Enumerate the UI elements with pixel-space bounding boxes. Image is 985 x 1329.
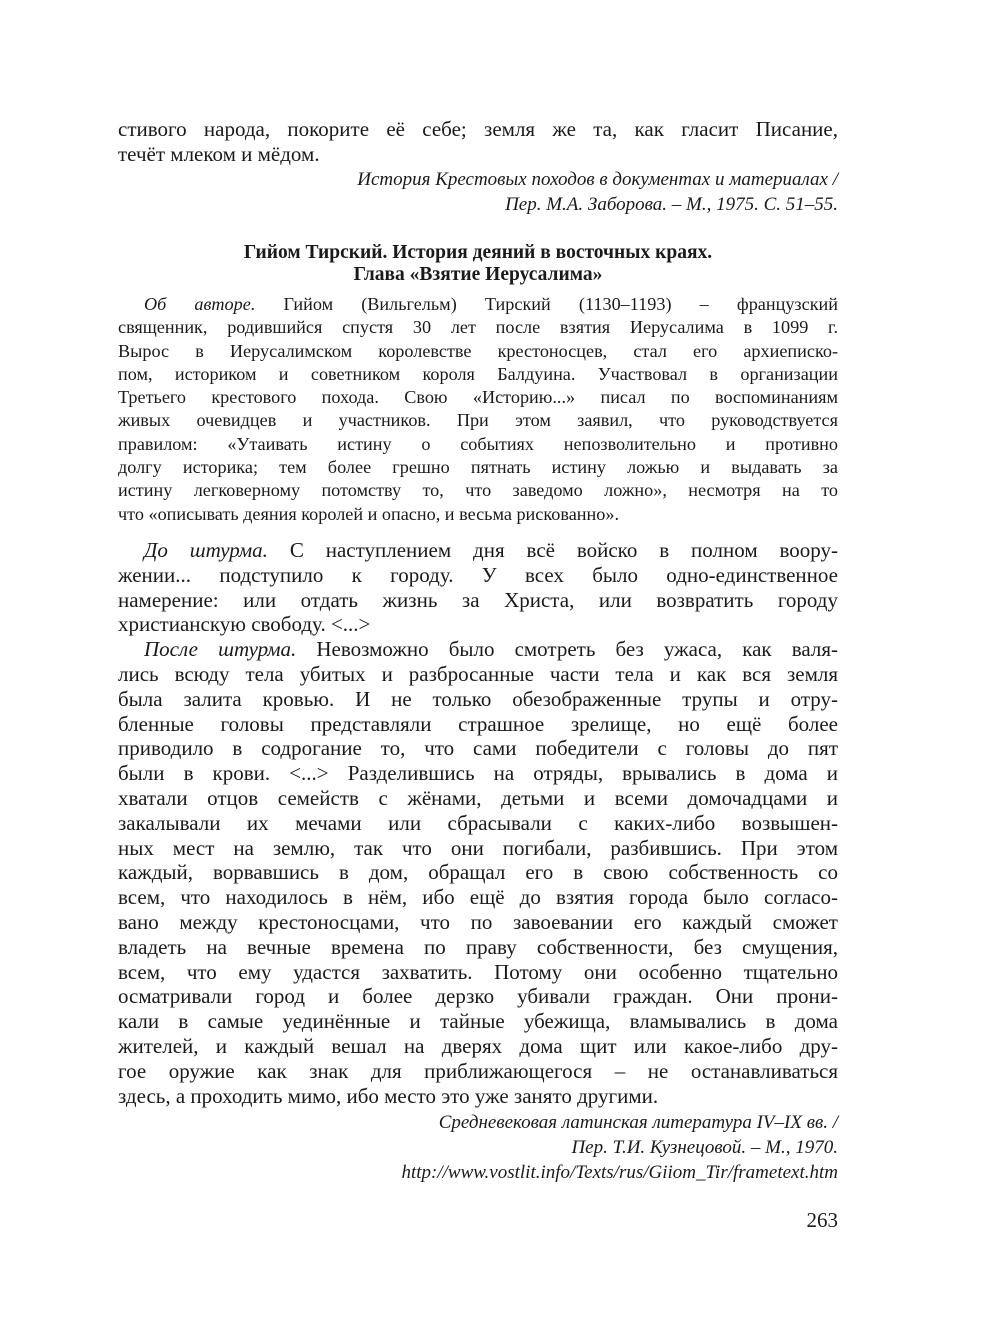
lead-in: После штурма. — [144, 637, 297, 662]
text-line: хватали отцов семейств с жёнами, детьми и всеми домочадцами и — [118, 785, 838, 810]
text-line: намерение: или отдать жизнь за Христа, или возвратить городу — [118, 587, 838, 612]
text-line: кали в самые уединённые и тайные убежища, вламывались в дома — [118, 1009, 838, 1034]
text-line: приводило в содрогание то, что сами победители с головы до пят — [118, 736, 838, 761]
text-line: закалывали их мечами или сбрасывали с каких-либо возвышен- — [118, 810, 838, 835]
citation-2 — [118, 1110, 838, 1185]
text-line: жении... подступило к городу. У всех было одно-единственное — [118, 562, 838, 587]
text-line: каждый, ворвавшись в дом, обращал его в свою собственность со — [118, 860, 838, 885]
citation-line: Пер. Т.И. Кузнецовой. – М., 1970. — [571, 1137, 838, 1158]
text-line: Вырос в Иерусалимском королевстве крестоносцев, стал его архиеписко- — [118, 340, 838, 361]
text-line: всем, что ему удастся захватить. Потому они особенно тщательно — [118, 959, 838, 984]
text-line: живых очевидцев и участников. При этом заявил, что руководствуется — [118, 410, 838, 431]
text-line: Об авторе. Гийом (Вильгельм) Тирский (1130–1193) – французский — [144, 294, 838, 314]
text-line: До штурма. С наступлением дня всё войско в полном воору- — [144, 538, 838, 562]
section-heading — [118, 242, 838, 286]
citation-1 — [118, 167, 838, 217]
text-line: гое оружие как знак для приближающегося – не останавливаться — [118, 1058, 838, 1083]
text-line: истину легковерному потомству то, что заведомо ложно», несмотря на то — [118, 480, 838, 501]
text-line: Третьего крестового похода. Свою «Историю...» писал по воспоминаниям — [118, 387, 838, 408]
page-number: 263 — [806, 1208, 838, 1232]
text-line: долгу историка; тем более грешно пятнать истину ложью и выдавать за — [118, 457, 838, 478]
top-paragraph — [118, 117, 838, 167]
text-line: стивого народа, покорите её себе; земля же та, как гласит Писание, — [118, 117, 838, 141]
source-url: http://www.vostlit.info/Texts/rus/Giiom_Tir/frametext.htm — [401, 1162, 838, 1183]
heading-line: Гийом Тирский. История деяний в восточных краях. — [243, 242, 713, 263]
text-line: была залита кровью. И не только обезображенные трупы и отру- — [118, 686, 838, 711]
citation-line: История Крестовых походов в документах и материалах / — [357, 169, 838, 190]
text-line: бленные головы представляли страшное зрелище, но ещё более — [118, 711, 838, 736]
lead-in: Об авторе. — [144, 294, 256, 314]
text-line: После штурма. Невозможно было смотреть без ужаса, как валя- — [144, 637, 838, 662]
citation-line: Пер. М.А. Заборова. – М., 1975. С. 51–55. — [505, 194, 838, 215]
text-line: были в крови. <...> Разделившись на отряды, врывались в дома и — [118, 761, 838, 786]
text-line: пом, историком и советником короля Балдуина. Участвовал в организации — [118, 363, 838, 384]
text-line: вано между крестоносцами, что по завоевании его каждый сможет — [118, 909, 838, 934]
main-text — [118, 538, 838, 1108]
citation-line: Средневековая латинская литература IV–IX вв. / — [438, 1112, 838, 1133]
text-line: жителей, и каждый вешал на дверях дома щит или какое-либо дру- — [118, 1033, 838, 1058]
text-line: священник, родившийся спустя 30 лет после взятия Иерусалима в 1099 г. — [118, 317, 838, 338]
text-line: осматривали город и более дерзко убивали граждан. Они прони- — [118, 984, 838, 1009]
text-line: ных мест на землю, так что они погибали, разбившись. При этом — [118, 835, 838, 860]
text-line: лись всюду тела убитых и разбросанные части тела и как вся земля — [118, 661, 838, 686]
text-line: христианскую свободу. <...> — [118, 612, 371, 637]
about-author-paragraph — [118, 293, 838, 526]
text-line: что «описывать деяния королей и опасно, и весьма рискованно». — [118, 503, 619, 524]
heading-line: Глава «Взятие Иерусалима» — [353, 264, 603, 285]
text-line: течёт млеком и мёдом. — [118, 141, 320, 166]
text-line: всем, что находилось в нём, ибо ещё до взятия города было согласо- — [118, 885, 838, 910]
lead-in: До штурма. — [144, 538, 268, 562]
text-line: правилом: «Утаивать истину о событиях непозволительно и противно — [118, 433, 838, 454]
text-line: владеть на вечные времена по праву собственности, без смущения, — [118, 934, 838, 959]
text-line: здесь, а проходить мимо, ибо место это уже занято другими. — [118, 1083, 659, 1108]
